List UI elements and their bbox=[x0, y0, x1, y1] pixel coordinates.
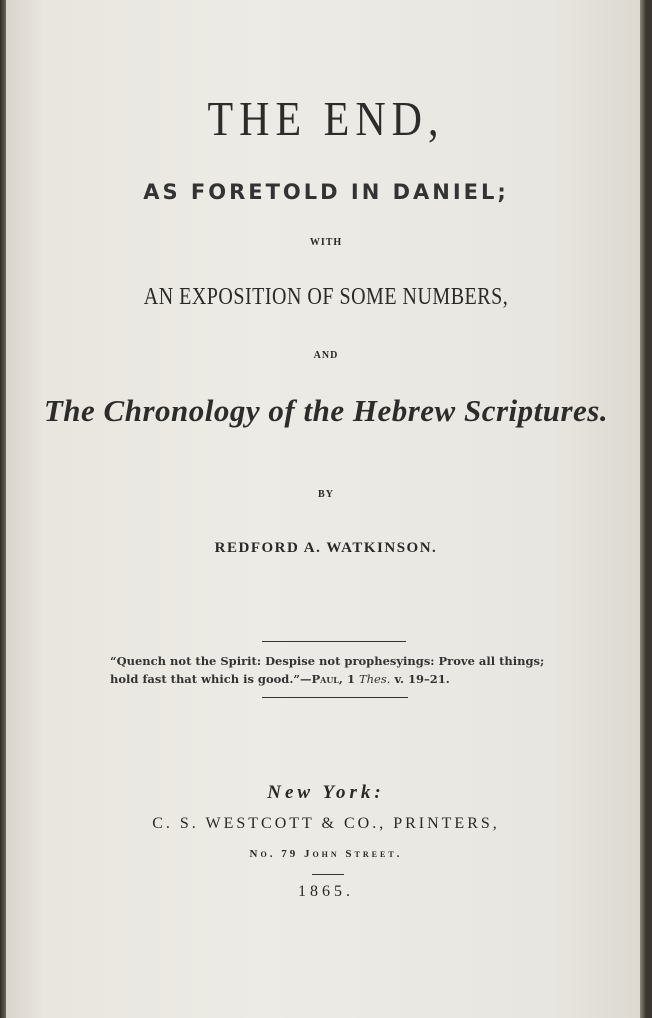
rule-top bbox=[262, 641, 406, 642]
quote-ref-number: 1 bbox=[346, 672, 355, 686]
page-edge bbox=[640, 0, 646, 1018]
epigraph-quote bbox=[110, 652, 570, 688]
quote-author: Paul, bbox=[311, 672, 343, 686]
imprint-year: 1865. bbox=[298, 883, 354, 900]
exposition-line: AN EXPOSITION OF SOME NUMBERS, bbox=[143, 283, 509, 311]
by-connector: BY bbox=[318, 489, 334, 500]
title-page bbox=[6, 0, 646, 1018]
quote-verse: v. 19–21. bbox=[394, 672, 450, 686]
rule-year bbox=[312, 874, 344, 875]
author-name: REDFORD A. WATKINSON. bbox=[214, 540, 438, 556]
chronology-line: The Chronology of the Hebrew Scriptures. bbox=[43, 393, 609, 428]
imprint-city: New York: bbox=[267, 782, 385, 803]
book-subtitle: AS FORETOLD IN DANIEL; bbox=[143, 180, 509, 204]
quote-text: “Quench not the Spirit: Despise not prophesyings: Prove all things; hold fast that which is good.”— bbox=[110, 654, 545, 686]
with-connector: WITH bbox=[309, 237, 343, 248]
rule-bottom bbox=[262, 697, 408, 698]
imprint-printers: C. S. WESTCOTT & CO., PRINTERS, bbox=[152, 815, 500, 832]
and-connector: AND bbox=[313, 350, 339, 361]
imprint-street: No. 79 John Street. bbox=[249, 848, 403, 860]
quote-book: Thes. bbox=[358, 672, 391, 686]
book-title: THE END, bbox=[207, 93, 445, 147]
